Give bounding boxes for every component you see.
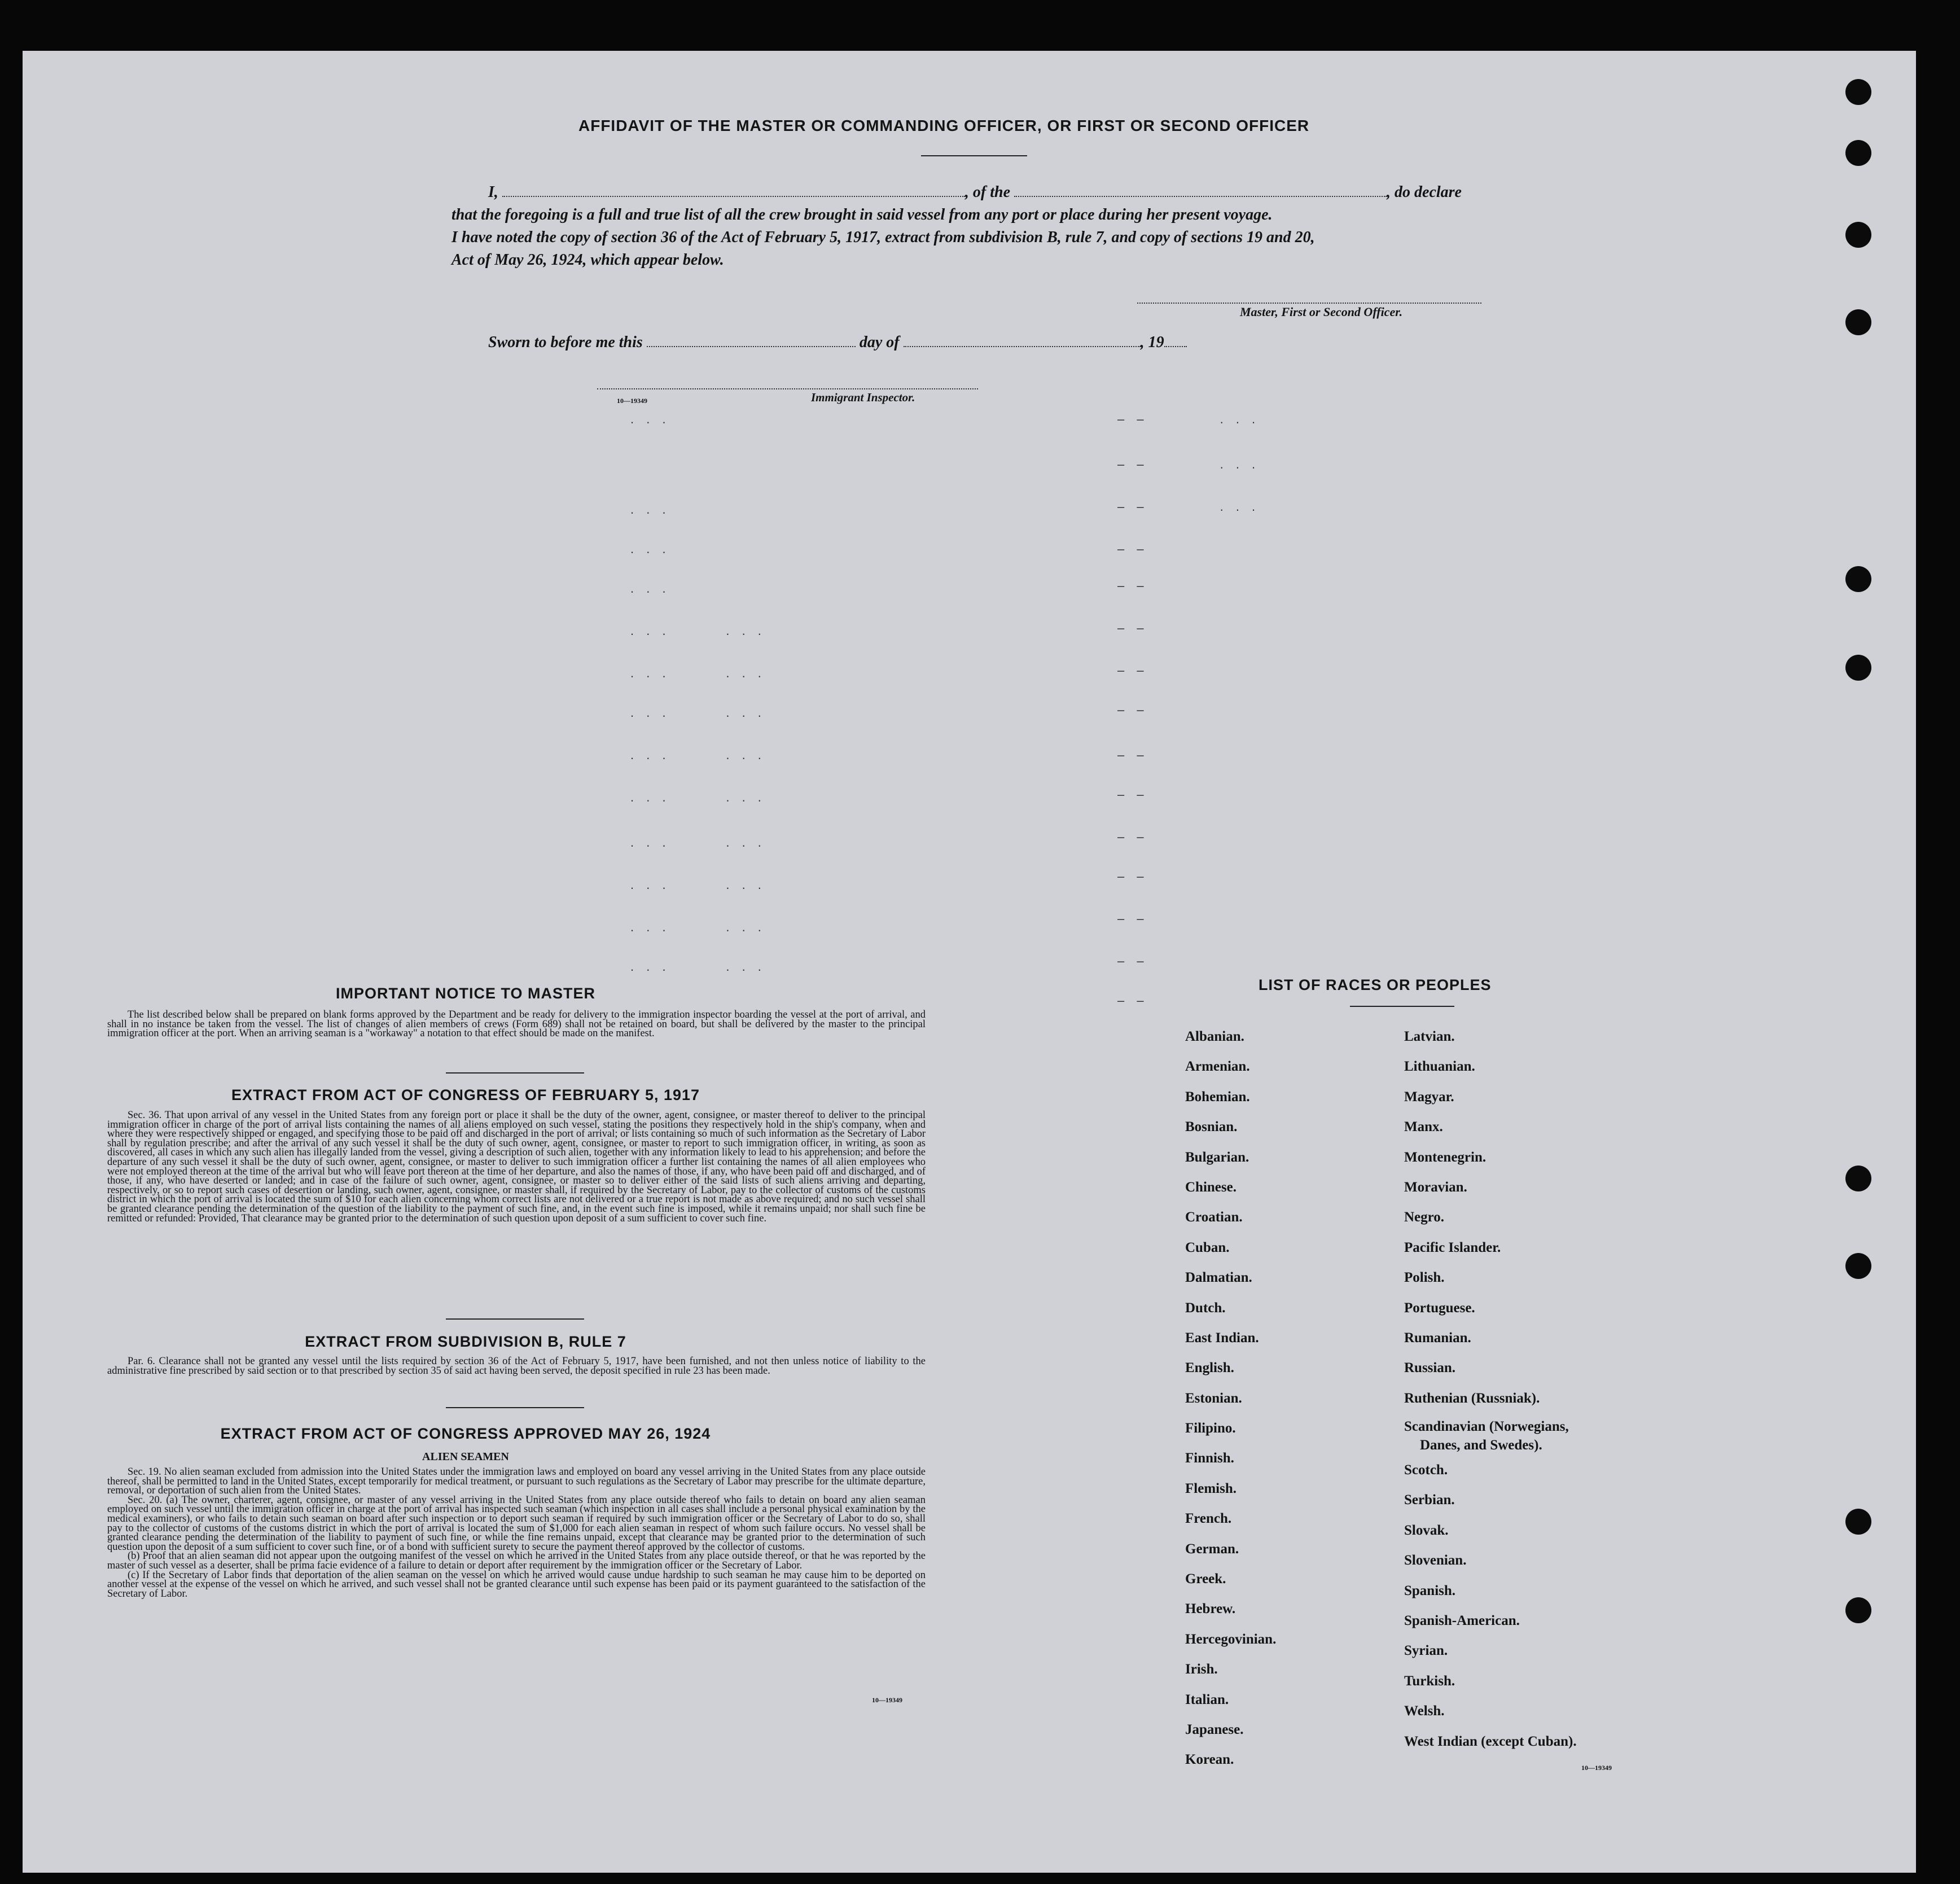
extract-1917-body [107, 1111, 926, 1223]
divider [921, 155, 1027, 156]
race-item: Korean. [1185, 1752, 1234, 1768]
day-of-label: day of [859, 334, 900, 351]
inspector-line [597, 388, 978, 389]
document-sheet [23, 51, 1916, 1873]
race-item: Croatian. [1185, 1210, 1243, 1225]
faint-mark: – – [1117, 579, 1148, 593]
race-item: German. [1185, 1541, 1239, 1557]
races-title: LIST OF RACES OR PEOPLES [1259, 976, 1492, 993]
race-item: Japanese. [1185, 1721, 1244, 1737]
section-19-text: Sec. 19. No alien seaman excluded from admission into the United States under the immigration laws and employed on board any vessel arriving in the United States from any place outside thereof, shall be permitted to land in the United States, except temporarily for medical treatment, or pursuant to such regulations as the Secretary of Labor may prescribe for the ultimate departure, removal, or deportation of such alien from the United States. [107, 1466, 926, 1497]
sworn-label: Sworn to before me this [488, 334, 643, 351]
binder-hole [1845, 79, 1871, 105]
vessel-blank [1014, 195, 1387, 197]
race-item: Dutch. [1185, 1300, 1226, 1316]
race-item: Welsh. [1404, 1703, 1445, 1719]
race-item: Flemish. [1185, 1480, 1236, 1496]
inspector-caption: Immigrant Inspector. [811, 391, 915, 404]
rule7-title: EXTRACT FROM SUBDIVISION B, RULE 7 [305, 1333, 626, 1350]
faint-mark: – – [1117, 663, 1148, 677]
race-item: Ruthenian (Russniak). [1404, 1390, 1540, 1406]
faint-mark: . . . [630, 502, 670, 516]
extract-1917-title: EXTRACT FROM ACT OF CONGRESS OF FEBRUARY 5, 1917 [231, 1086, 700, 1103]
affidavit-title: AFFIDAVIT OF THE MASTER OR COMMANDING OFFICER, OR FIRST OR SECOND OFFICER [578, 117, 1310, 134]
faint-mark: . . . [630, 412, 670, 426]
faint-mark: . . . [630, 542, 670, 556]
race-item: Serbian. [1404, 1492, 1455, 1508]
faint-mark: . . . [630, 581, 670, 595]
race-item: West Indian (except Cuban). [1404, 1733, 1577, 1749]
faint-mark: . . . . . . [630, 920, 766, 934]
race-item: Pacific Islander. [1404, 1239, 1501, 1255]
race-item: Filipino. [1185, 1421, 1236, 1436]
section-36-text: Sec. 36. That upon arrival of any vessel in the United States from any foreign port or place it shall be the duty of the owner, agent, consignee, or master thereof to deliver to the principal immigration officer in charge of the port of arrival lists containing the names of all aliens employed on such vessel, stating the positions they respectively hold in the ship's company, when and where they were respectively shipped or engaged, and specifying those to be paid off and discharged in the port of arrival; or lists containing so much of such information as the Secretary of Labor shall by regulation prescribe; and after the arrival of any such vessel it shall be the duty of such owner, agent, consignee, or master to report to such immigration officer, in writing, as soon as discovered, all cases in which any such alien has illegally landed from the vessel, giving a description of such alien, together with any information likely to lead to his apprehension; and before the departure of any such vessel it shall be the duty of such owner, agent, consignee, or master to deliver to such immigration officer a further list containing the names of all alien employees who were not employed thereon at the time of the arrival but who will leave port thereon at the time of her departure, and also the names of those, if any, who have been paid off and discharged, and of those, if any, who have deserted or landed; and in case of the failure of such owner, agent, consignee, or master so to deliver either of the said lists of such aliens arriving and departing, respectively, or so to report such cases of desertion or landing, such owner, agent, consignee, or master shall, if required by the Secretary of Labor, pay to the collector of customs of the customs district in which the port of arrival is located the sum of $10 for each alien concerning whom correct lists are not delivered or a true report is not made as above required; and no such vessel shall be granted clearance pending the determination of the question of the liability to the payment of such fine, and, in the event such fine is imposed, while it remains unpaid; nor shall such fine be remitted or refunded: Provided, That clearance may be granted prior to the determination of such question upon deposit of a sum sufficient to cover such fine. [107, 1110, 926, 1224]
race-item: Albanian. [1185, 1029, 1244, 1044]
declaration-line-4: Act of May 26, 1924, which appear below. [451, 251, 724, 269]
paragraph-6-text: Par. 6. Clearance shall not be granted any vessel until the lists required by section 36 of the Act of February 5, 1917, have been furnished, and not then unless notice of liability to the administrative fine prescribed by said section or to that prescribed by section 35 of said act having been served, the deposit specified in rule 23 has been made. [107, 1356, 926, 1377]
race-item: Dalmatian. [1185, 1270, 1252, 1286]
month-blank [904, 345, 1141, 347]
day-blank [647, 345, 856, 347]
race-item: Italian. [1185, 1692, 1229, 1707]
year-label: , 19 [1140, 334, 1164, 351]
faint-mark: – – . . . [1117, 412, 1260, 426]
race-item: French. [1185, 1511, 1232, 1527]
faint-mark: . . . . . . [630, 878, 766, 892]
faint-mark: – – . . . [1117, 500, 1260, 514]
faint-mark: – – [1117, 993, 1148, 1007]
race-item: Portuguese. [1404, 1300, 1475, 1316]
race-item: Greek. [1185, 1571, 1226, 1587]
binder-hole [1845, 566, 1871, 592]
race-item: Scandinavian (Norwegians, [1404, 1419, 1569, 1435]
faint-mark: – – [1117, 621, 1148, 635]
divider [446, 1407, 584, 1408]
binder-hole [1845, 1509, 1871, 1535]
year-blank [1164, 345, 1187, 347]
binder-hole [1845, 655, 1871, 681]
of-the-label: , of the [964, 183, 1011, 201]
declaration-line-2: that the foregoing is a full and true list of all the crew brought in said vessel from any port or place during her present voyage. [451, 206, 1273, 224]
race-item: Syrian. [1404, 1643, 1448, 1659]
race-item: Slovak. [1404, 1522, 1449, 1538]
race-item: Russian. [1404, 1360, 1456, 1376]
race-item: Latvian. [1404, 1029, 1455, 1044]
race-item: Scotch. [1404, 1462, 1448, 1478]
binder-hole [1845, 1597, 1871, 1623]
faint-mark: – – [1117, 912, 1148, 926]
binder-hole [1845, 309, 1871, 335]
notice-body [107, 1010, 926, 1039]
faint-mark: – – [1117, 748, 1148, 762]
races-column-2 [1404, 1022, 1577, 1756]
faint-mark: – – [1117, 703, 1148, 717]
race-item: Montenegrin. [1404, 1149, 1487, 1165]
faint-mark: – – [1117, 542, 1148, 556]
sworn-line [488, 332, 1187, 353]
faint-mark: – – [1117, 830, 1148, 844]
faint-mark: . . . . . . [630, 706, 766, 720]
race-item: Bohemian. [1185, 1089, 1250, 1105]
form-number: 10—19349 [872, 1696, 902, 1704]
race-item: Estonian. [1185, 1390, 1242, 1406]
race-item: English. [1185, 1360, 1234, 1376]
extract-1924-title: EXTRACT FROM ACT OF CONGRESS APPROVED MAY 26, 1924 [220, 1425, 711, 1442]
section-20c-text: (c) If the Secretary of Labor finds that deportation of the alien seaman on the vessel on which he arrived would cause undue hardship to such seaman he may cause him to be deported on another vessel at the expense of the vessel on which he arrived, and such vessel shall not be granted clearance until such expense has been paid or its payment guaranteed to the satisfaction of the Secretary of Labor. [107, 1569, 926, 1600]
faint-mark: . . . . . . [630, 624, 766, 638]
extract-1924-body [107, 1467, 926, 1598]
race-item: Negro. [1404, 1210, 1445, 1225]
notice-text: The list described below shall be prepared on blank forms approved by the Department and be ready for delivery to the immigration inspector boarding the vessel at the port of arrival, and shall in no instance be taken from the vessel. The list of changes of alien members of crews (Form 689) shall not be retained on board, but shall be delivered by the master to the principal immigration officer at the port. When an arriving seaman is a "workaway" a notation to that effect should be made on the manifest. [107, 1009, 926, 1040]
race-item: Turkish. [1404, 1673, 1455, 1689]
faint-mark: . . . . . . [630, 748, 766, 762]
race-item: Hebrew. [1185, 1601, 1236, 1617]
faint-mark: – – [1117, 954, 1148, 968]
divider [446, 1318, 584, 1320]
race-item: Slovenian. [1404, 1553, 1467, 1568]
binder-hole [1845, 1166, 1871, 1191]
signature-caption: Master, First or Second Officer. [1240, 305, 1403, 319]
form-number: 10—19349 [617, 397, 647, 405]
race-item: Spanish. [1404, 1583, 1456, 1598]
race-item: Spanish-American. [1404, 1613, 1520, 1629]
race-item: Armenian. [1185, 1059, 1250, 1075]
race-item: Cuban. [1185, 1239, 1230, 1255]
race-item: Manx. [1404, 1119, 1443, 1135]
race-item: Polish. [1404, 1270, 1445, 1286]
name-blank [502, 195, 965, 197]
form-number: 10—19349 [1581, 1764, 1612, 1772]
race-item: Bosnian. [1185, 1119, 1238, 1135]
faint-mark: – – [1117, 869, 1148, 883]
binder-hole [1845, 140, 1871, 166]
races-column-1 [1185, 1022, 1276, 1775]
signature-line [1137, 302, 1481, 304]
divider [1350, 1006, 1454, 1007]
faint-mark: . . . . . . [630, 790, 766, 804]
alien-seamen-subtitle: ALIEN SEAMEN [422, 1451, 509, 1463]
declaration-line-3: I have noted the copy of section 36 of the Act of February 5, 1917, extract from subdivision B, rule 7, and copy of sections 19 and 20, [451, 229, 1315, 246]
race-item: Chinese. [1185, 1179, 1236, 1195]
race-item: Hercegovinian. [1185, 1631, 1277, 1647]
do-declare-label: , do declare [1387, 183, 1462, 201]
binder-hole [1845, 1253, 1871, 1279]
declaration-line-1 [488, 182, 1462, 203]
faint-mark: – – [1117, 787, 1148, 801]
race-item: Rumanian. [1404, 1330, 1471, 1346]
race-item: Lithuanian. [1404, 1059, 1475, 1075]
rule7-body [107, 1357, 926, 1375]
section-20a-text: Sec. 20. (a) The owner, charterer, agent, consignee, or master of any vessel arriving in the United States from any place outside thereof who fails to detain on board any alien seaman employed on such vessel until the immigration officer in charge at the port of arrival has inspected such seaman (which inspection in all cases shall include a personal physical examination by the medical examiners), or who fails to detain such seaman on board after such inspection or to deport such seaman if required by such immigration officer or the Secretary of Labor to do so, shall pay to the collector of customs of the customs district in which the port of arrival is located the sum of $1,000 for each alien seaman in respect of whom such failure occurs. No vessel shall be granted clearance pending the determination of the liability to payment of such fine, or while the fine remains unpaid, except that clearance may be granted prior to the determination of such question upon the deposit of a sum sufficient to cover such fine, or of a bond with sufficient surety to secure the payment thereof approved by the collector of customs. [107, 1494, 926, 1553]
divider [446, 1072, 584, 1074]
binder-hole [1845, 222, 1871, 248]
notice-title: IMPORTANT NOTICE TO MASTER [336, 985, 595, 1002]
faint-mark: . . . . . . [630, 959, 766, 974]
race-item: Danes, and Swedes). [1420, 1438, 1542, 1453]
race-item: Magyar. [1404, 1089, 1454, 1105]
faint-mark: . . . . . . [630, 835, 766, 849]
race-item: Bulgarian. [1185, 1149, 1249, 1165]
race-item: Finnish. [1185, 1451, 1234, 1466]
race-item: Moravian. [1404, 1179, 1467, 1195]
section-20b-text: (b) Proof that an alien seaman did not appear upon the outgoing manifest of the vessel on which he arrived in the United States from any place outside thereof, or that he was reported by the master of such vessel as a deserter, shall be prima facie evidence of a failure to detain or deport after requirement by the immigration officer or the Secretary of Labor. [107, 1550, 926, 1571]
faint-mark: – – . . . [1117, 457, 1260, 471]
faint-mark: . . . . . . [630, 666, 766, 680]
i-label: I, [488, 183, 498, 201]
race-item: East Indian. [1185, 1330, 1259, 1346]
race-item: Irish. [1185, 1662, 1218, 1677]
